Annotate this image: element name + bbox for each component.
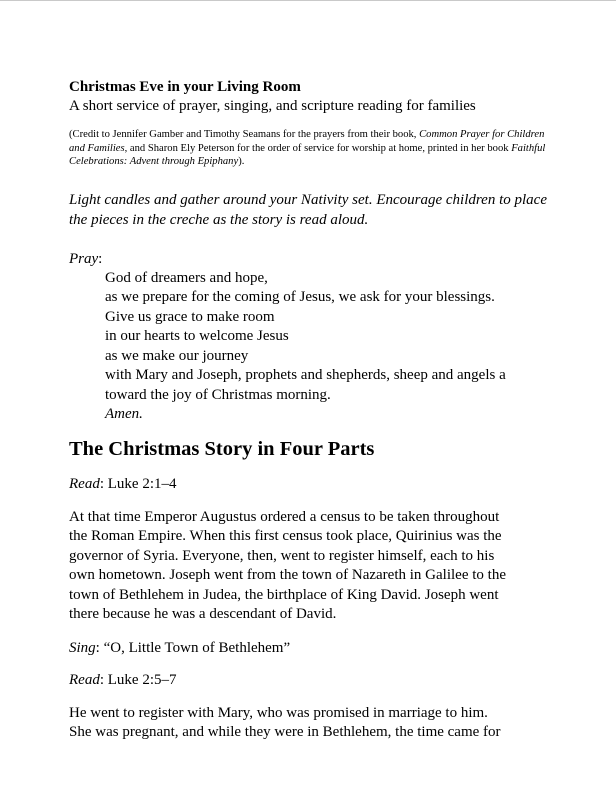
scripture-reference: : Luke 2:1–4 [99,475,177,492]
section-heading: The Christmas Story in Four Parts [69,437,375,460]
passage-line: town of Bethlehem in Judea, the birthplace of King David. Joseph went [69,586,499,603]
prayer-line: as we make our journey [105,347,249,364]
passage-line: there because he was a descendant of David. [69,606,337,622]
passage-line: governor of Syria. Everyone, then, went to register himself, each to his [69,547,495,564]
credit-text-1: (Credit to Jennifer Gamber and Timothy Seamans for the prayers from their book, [69,129,420,140]
document-page [69,78,549,743]
document-title: Christmas Eve in your Living Room [69,79,301,95]
prayer-amen: Amen. [105,406,143,422]
credit-book-2: Faithful Celebrations: Advent through Epiphany [69,142,546,167]
sing-label: Sing [69,639,96,656]
instructions: Light candles and gather around your Nativity set. Encourage children to place the pieces in the creche as the story is read aloud. [69,191,547,228]
pray-colon: : [98,250,103,267]
prayer-line: toward the joy of Christmas morning. [105,386,331,403]
read-reference-1 [69,475,549,494]
scripture-reference: : Luke 2:5–7 [99,671,177,688]
prayer-line: in our hearts to welcome Jesus [105,328,289,344]
passage-line: He went to register with Mary, who was promised in marriage to him. [69,704,488,721]
prayer-block [105,269,549,425]
credit-book-1: Common Prayer for Children and Families [69,129,545,154]
prayer-line: God of dreamers and hope, [105,269,268,286]
scripture-passage-1 [69,508,549,625]
scripture-passage-2 [69,704,549,743]
passage-line: the Roman Empire. When this first census took place, Quirinius was the [69,528,502,544]
passage-line: own hometown. Joseph went from the town of Nazareth in Galilee to the [69,567,506,583]
prayer-line: as we prepare for the coming of Jesus, we ask for your blessings. [105,289,495,305]
sing-line [69,639,549,658]
prayer-line: Give us grace to make room [105,308,275,325]
page-top-border [0,0,616,1]
passage-line: She was pregnant, and while they were in Bethlehem, the time came for [69,724,501,740]
read-label: Read [69,475,100,492]
prayer-line: with Mary and Joseph, prophets and shepherds, sheep and angels a [105,367,506,383]
credit-text-3: ). [238,156,245,167]
read-reference-2 [69,671,549,690]
credit-note [69,128,549,169]
credit-text-2: , and Sharon Ely Peterson for the order of service for worship at home, printed in her book [124,142,512,154]
read-label: Read [69,671,100,688]
pray-label [69,250,549,269]
pray-word: Pray [69,250,99,267]
document-subtitle: A short service of prayer, singing, and scripture reading for families [69,98,476,114]
passage-line: At that time Emperor Augustus ordered a census to be taken throughout [69,508,500,525]
song-title: : “O, Little Town of Bethlehem” [95,639,291,656]
